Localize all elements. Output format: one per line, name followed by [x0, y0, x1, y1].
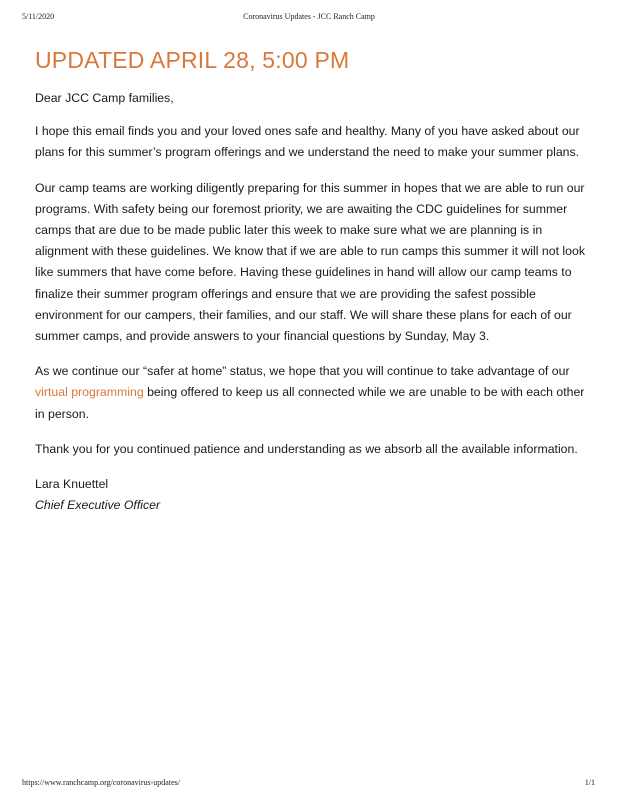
virtual-programming-link[interactable]: virtual programming: [35, 385, 144, 400]
signature-title: Chief Executive Officer: [35, 498, 161, 513]
print-page-number: 1/1: [584, 778, 595, 787]
signature-name: Lara Knuettel: [35, 477, 109, 492]
print-header: [0, 12, 618, 24]
signature: [35, 474, 595, 516]
paragraph-text-before-link: As we continue our “safer at home” status, we hope that you will continue to take advantage of our: [35, 364, 570, 379]
print-footer: [0, 778, 618, 790]
document-body: [35, 44, 595, 516]
paragraph-virtual-programming: [35, 361, 595, 425]
print-page-title: Coronavirus Updates - JCC Ranch Camp: [243, 12, 375, 21]
print-url: https://www.ranchcamp.org/coronavirus-updates/: [22, 778, 180, 787]
paragraph-thanks: Thank you for you continued patience and understanding as we absorb all the available information.: [35, 441, 578, 456]
print-date: 5/11/2020: [22, 12, 55, 21]
paragraph-camp-plans: Our camp teams are working diligently preparing for this summer in hopes that we are able to run our programs. With safety being our foremost priority, we are awaiting the CDC guidelines for summer camps that are due to be made public later this week to make sure what we are planning is in alignment with these guidelines. We know that if we are able to run camps this summer it will not look like summers that have come before. Having these guidelines in hand will allow our camp teams to finalize their summer program offerings and ensure that we are providing the safest possible environment for our campers, their families, and our staff. We will share these plans for each of our summer camps, and provide answers to your financial questions by Sunday, May 3.: [35, 180, 585, 344]
paragraph-text-after-link: being offered to keep us all connected while we are unable to be with each other in person.: [35, 385, 585, 421]
page-title: UPDATED APRIL 28, 5:00 PM: [35, 47, 350, 73]
paragraph-intro: I hope this email finds you and your loved ones safe and healthy. Many of you have asked about our plans for this summer’s program offerings and we understand the need to make your summer plans.: [35, 124, 580, 160]
greeting: Dear JCC Camp families,: [35, 91, 174, 105]
